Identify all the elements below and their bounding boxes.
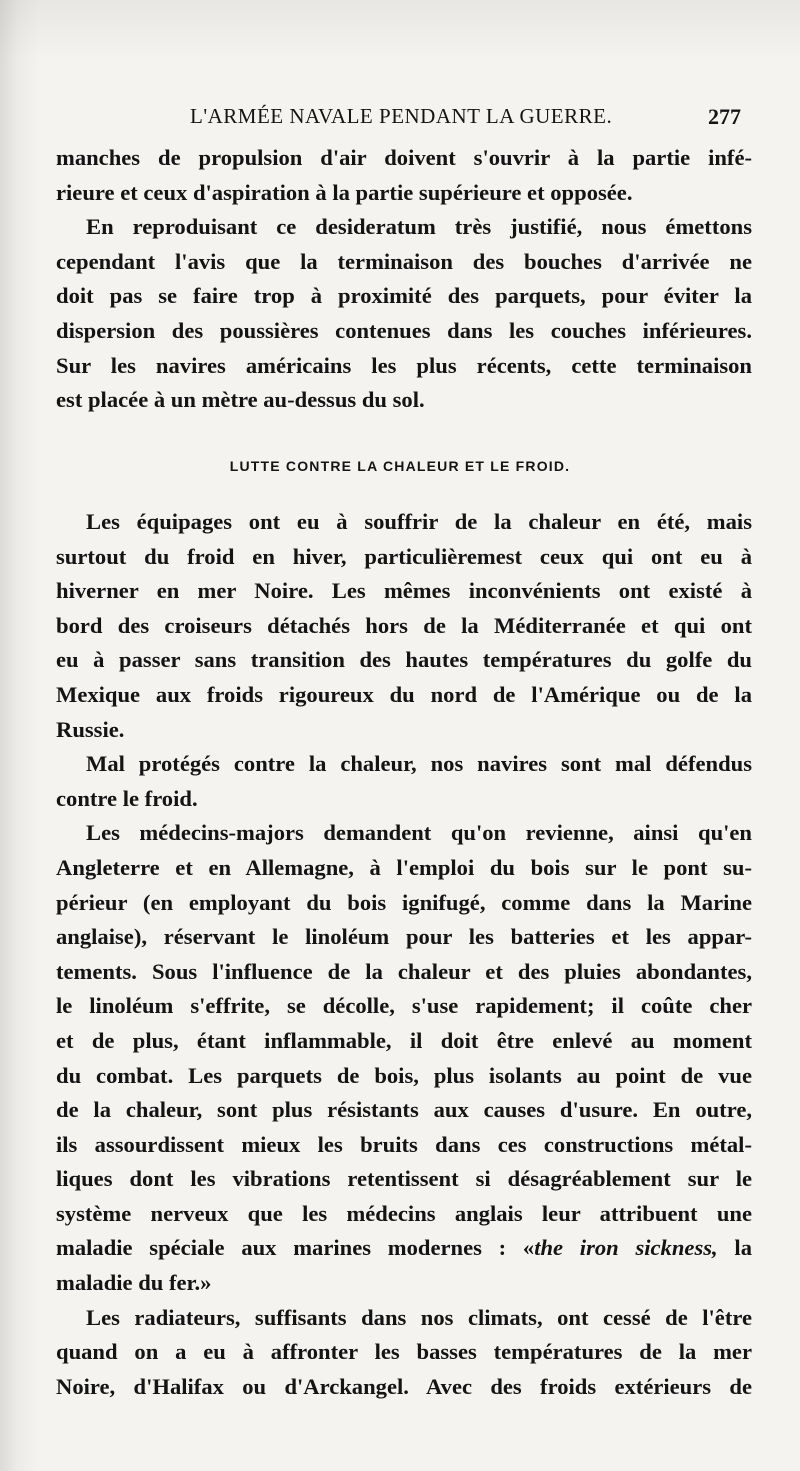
text-line: anglaise), réservant le linoléum pour les batteries et les appar- — [56, 924, 752, 950]
text-line: Russie. — [56, 716, 125, 742]
text-line: En reproduisant ce desideratum très justifié, nous émettons — [86, 214, 752, 240]
text-line: Angleterre et en Allemagne, à l'emploi du bois sur le pont su- — [56, 854, 752, 880]
text-line: manches de propulsion d'air doivent s'ouvrir à la partie infé- — [56, 145, 752, 170]
text-line: surtout du froid en hiver, particulièremest ceux qui ont eu à — [56, 543, 752, 569]
text-line: ils assourdissent mieux les bruits dans ces constructions métal- — [56, 1131, 752, 1157]
text-line: hiverner en mer Noire. Les mêmes inconvénients ont existé à — [56, 578, 752, 604]
text-line: dispersion des poussières contenues dans les couches inférieures. — [56, 317, 752, 343]
text-line: doit pas se faire trop à proximité des parquets, pour éviter la — [56, 283, 752, 309]
text-line: est placée à un mètre au-dessus du sol. — [56, 387, 425, 413]
text-line — [56, 1231, 752, 1266]
text-line: Mexique aux froids rigoureux du nord de l'Amérique ou de la — [56, 681, 752, 707]
paragraph-block-heat-and-cold — [56, 505, 752, 1404]
text-line: Sur les navires américains les plus récents, cette terminaison — [56, 352, 752, 378]
text-segment: la — [717, 1235, 752, 1261]
text-line: Les équipages ont eu à souffrir de la chaleur en été, mais — [86, 509, 752, 534]
text-line: le linoléum s'effrite, se décolle, s'use rapidement; il coûte cher — [56, 993, 752, 1019]
text-line: maladie du fer.» — [56, 1270, 212, 1296]
section-title: LUTTE CONTRE LA CHALEUR ET LE FROID. — [229, 458, 571, 474]
text-line: bord des croiseurs détachés hors de la Méditerranée et qui ont — [56, 612, 752, 638]
text-line: liques dont les vibrations retentissent si désagréablement sur le — [56, 1166, 752, 1192]
italic-phrase: the iron sickness, — [534, 1235, 718, 1261]
text-segment: maladie spéciale aux marines modernes : « — [56, 1235, 535, 1261]
text-line: Noire, d'Halifax ou d'Arckangel. Avec des froids extérieurs de — [56, 1373, 752, 1399]
text-line: du combat. Les parquets de bois, plus isolants au point de vue — [56, 1062, 752, 1088]
running-header: L'ARMÉE NAVALE PENDANT LA GUERRE. — [190, 104, 613, 128]
text-line: et de plus, étant inflammable, il doit être enlevé au moment — [56, 1027, 752, 1053]
text-line: Mal protégés contre la chaleur, nos navires sont mal défendus — [86, 751, 752, 777]
text-line: eu à passer sans transition des hautes températures du golfe du — [56, 647, 752, 673]
text-line: Les médecins-majors demandent qu'on revienne, ainsi qu'en — [86, 820, 752, 846]
page-number: 277 — [708, 104, 741, 129]
text-line: de la chaleur, sont plus résistants aux causes d'usure. En outre, — [56, 1097, 752, 1123]
text-line: tements. Sous l'influence de la chaleur et des pluies abondantes, — [56, 958, 752, 984]
text-line: système nerveux que les médecins anglais leur attribuent une — [56, 1200, 752, 1226]
text-line: contre le froid. — [56, 785, 198, 811]
text-line: cependant l'avis que la terminaison des bouches d'arrivée ne — [56, 248, 752, 274]
paragraph-block-ventilation — [56, 141, 752, 418]
text-line: quand on a eu à affronter les basses températures de la mer — [56, 1339, 752, 1365]
text-line: rieure et ceux d'aspiration à la partie supérieure et opposée. — [56, 179, 633, 205]
text-line: périeur (en employant du bois ignifugé, comme dans la Marine — [56, 889, 752, 915]
text-line: Les radiateurs, suffisants dans nos climats, ont cessé de l'être — [86, 1304, 752, 1330]
